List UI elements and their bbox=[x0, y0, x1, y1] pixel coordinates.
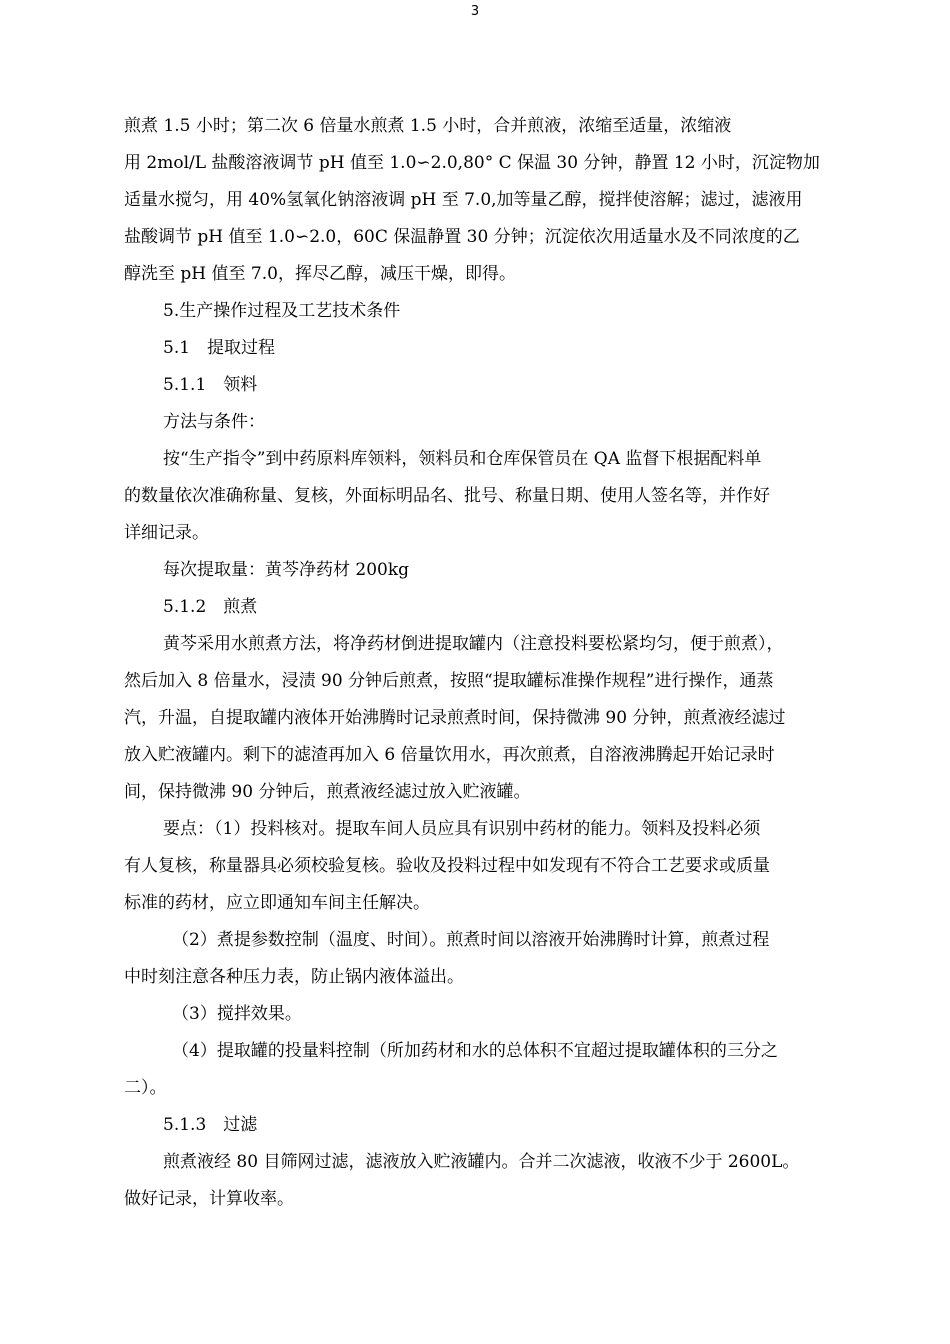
text-line: 适量水搅匀，用 40%氢氧化钠溶液调 pH 至 7.0,加等量乙醇，搅拌使溶解；滤过，滤液用 bbox=[124, 190, 803, 210]
text-line: 汽，升温，自提取罐内液体开始沸腾时记录煎煮时间，保持微沸 90 分钟，煎煮液经滤过 bbox=[124, 708, 786, 728]
text-line: 详细记录。 bbox=[124, 523, 209, 543]
text-line: 要点：（1）投料核对。提取车间人员应具有识别中药材的能力。领料及投料必须 bbox=[163, 819, 761, 839]
document-body bbox=[124, 108, 864, 1218]
text-line: 黄芩采用水煎煮方法，将净药材倒进提取罐内（注意投料要松紧均匀，便于煎煮）， bbox=[163, 634, 784, 654]
text-line: 盐酸调节 pH 值至 1.0∽2.0，60C 保温静置 30 分钟；沉淀依次用适量水及不同浓度的乙 bbox=[124, 227, 800, 247]
text-line: 中时刻注意各种压力表，防止锅内液体溢出。 bbox=[124, 967, 464, 987]
text-line: 然后加入 8 倍量水，浸渍 90 分钟后煎煮，按照“提取罐标准操作规程”进行操作，通蒸 bbox=[124, 671, 774, 691]
text-line: 5.1.1 领料 bbox=[163, 375, 258, 395]
text-line: 5.生产操作过程及工艺技术条件 bbox=[163, 301, 401, 321]
text-line: 5.1 提取过程 bbox=[163, 338, 276, 358]
text-line: （2）煮提参数控制（温度、时间）。煎煮时间以溶液开始沸腾时计算，煎煮过程 bbox=[172, 930, 770, 950]
text-line: 用 2mol/L 盐酸溶液调节 pH 值至 1.0∽2.0,80° C 保温 30 分钟，静置 12 小时，沉淀物加 bbox=[124, 153, 820, 173]
text-line: 标准的药材，应立即通知车间主任解决。 bbox=[124, 893, 430, 913]
text-line: 做好记录，计算收率。 bbox=[124, 1189, 294, 1209]
text-line: （4）提取罐的投量料控制（所加药材和水的总体积不宜超过提取罐体积的三分之 bbox=[172, 1041, 778, 1061]
text-line: 煎煮 1.5 小时；第二次 6 倍量水煎煮 1.5 小时，合并煎液，浓缩至适量，浓缩液 bbox=[124, 116, 732, 136]
page-number: 3 bbox=[470, 4, 480, 19]
text-line: 间，保持微沸 90 分钟后，煎煮液经滤过放入贮液罐。 bbox=[124, 782, 531, 802]
text-line: 有人复核，称量器具必须校验复核。验收及投料过程中如发现有不符合工艺要求或质量 bbox=[124, 856, 770, 876]
text-line: 方法与条件： bbox=[163, 412, 265, 432]
text-line: 5.1.2 煎煮 bbox=[163, 597, 258, 617]
text-line: 二）。 bbox=[124, 1078, 167, 1098]
text-line: 的数量依次准确称量、复核，外面标明品名、批号、称量日期、使用人签名等，并作好 bbox=[124, 486, 770, 506]
text-line: 5.1.3 过滤 bbox=[163, 1115, 258, 1135]
text-line: （3）搅拌效果。 bbox=[172, 1004, 302, 1024]
text-line: 放入贮液罐内。剩下的滤渣再加入 6 倍量饮用水，再次煎煮，自溶液沸腾起开始记录时 bbox=[124, 745, 775, 765]
text-line: 醇洗至 pH 值至 7.0，挥尽乙醇，减压干燥，即得。 bbox=[124, 264, 516, 284]
text-line: 按“生产指令”到中药原料库领料，领料员和仓库保管员在 QA 监督下根据配料单 bbox=[163, 449, 762, 469]
text-line: 煎煮液经 80 目筛网过滤，滤液放入贮液罐内。合并二次滤液，收液不少于 2600L。 bbox=[163, 1152, 800, 1172]
text-line: 每次提取量：黄芩净药材 200kg bbox=[163, 560, 410, 580]
